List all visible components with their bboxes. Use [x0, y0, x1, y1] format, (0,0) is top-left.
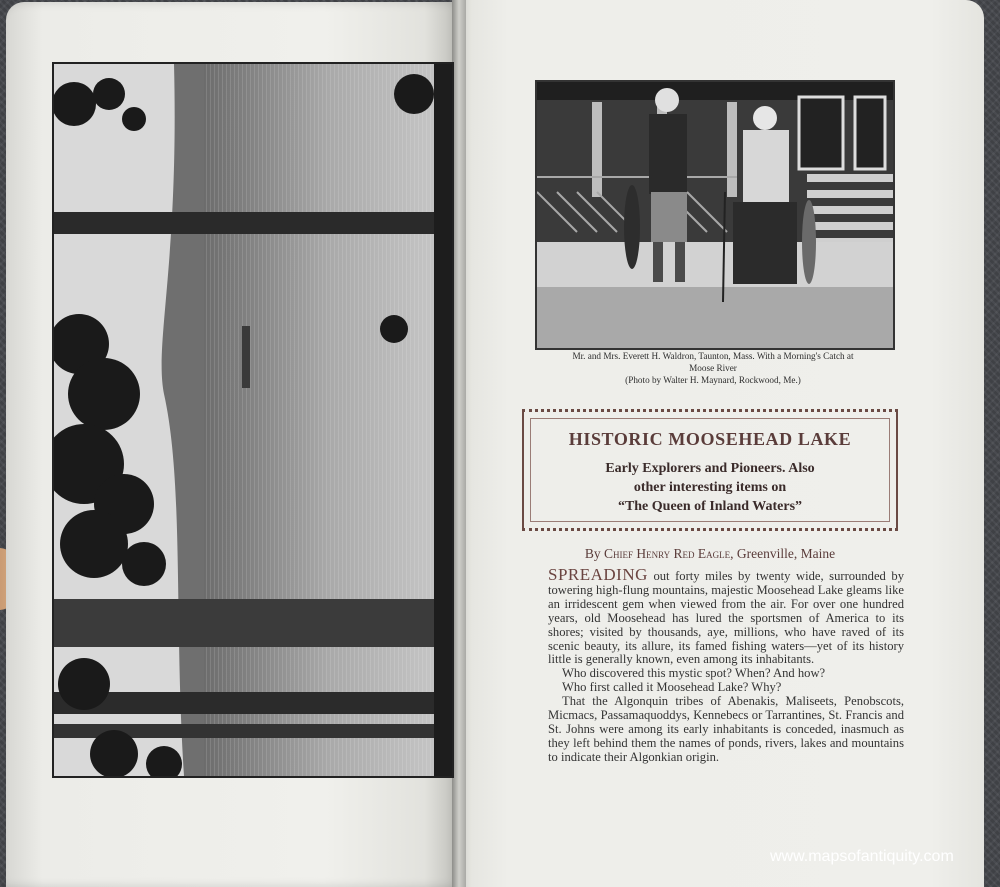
byline-prefix: By [584, 546, 605, 561]
photo-caption [540, 350, 886, 386]
subtitle-line-3: “The Queen of Inland Waters” [617, 499, 803, 514]
paragraph-2: Who discovered this mystic spot? When? And how? [562, 666, 826, 681]
caption-line-1: Mr. and Mrs. Everett H. Waldron, Taunton, Mass. With a Morning's Catch at [572, 351, 854, 361]
article-body [548, 565, 904, 765]
byline-author: Chief Henry Red Eagle [604, 546, 731, 561]
byline-place: , Greenville, Maine [730, 546, 836, 561]
waldron-photo-drawing [537, 82, 893, 348]
article-title-box [522, 409, 898, 531]
caption-line-3: (Photo by Walter H. Maynard, Rockwood, Me.) [625, 375, 801, 385]
lake-photograph [52, 62, 454, 778]
waldron-photograph [535, 80, 895, 350]
article-title: HISTORIC MOOSEHEAD LAKE [568, 429, 852, 449]
paragraph-1 [548, 565, 904, 667]
paragraph-4: That the Algonquin tribes of Abenakis, Maliseets, Penobscots, Micmacs, Passamaquoddys, Kennebecs or Tarrantines, St. Francis and St. Johns were among its early inhabitants is conceded, inasmuch as they left behind them the names of ponds, rivers, lakes and mountains to indicate their Algonkian origin. [548, 694, 904, 764]
dropcap-word: SPREADING [548, 565, 648, 584]
subtitle-line-2: other interesting items on [633, 480, 787, 495]
article-subtitle [524, 459, 896, 516]
book-spine [452, 0, 466, 887]
subtitle-line-1: Early Explorers and Pioneers. Also [605, 461, 815, 476]
paragraph-3: Who first called it Moosehead Lake? Why? [562, 680, 782, 695]
author-byline [520, 546, 900, 562]
lake-photo-drawing [54, 64, 452, 776]
site-watermark: www.mapsofantiquity.com [770, 848, 954, 865]
caption-line-2: Moose River [689, 363, 737, 373]
paragraph-1-text: out forty miles by twenty wide, surrounded by towering high-flung mountains, majestic Moosehead Lake gleams like an irridescent gem when viewed from the air. For over one hundred years, old Moosehead has lured the sportsmen of America to its shores; visited by thousands, aye, millions, who have raved of its scenic beauty, its allure, its famed fishing waters—yet of its history little is generally known, even among its inhabitants. [548, 569, 904, 667]
